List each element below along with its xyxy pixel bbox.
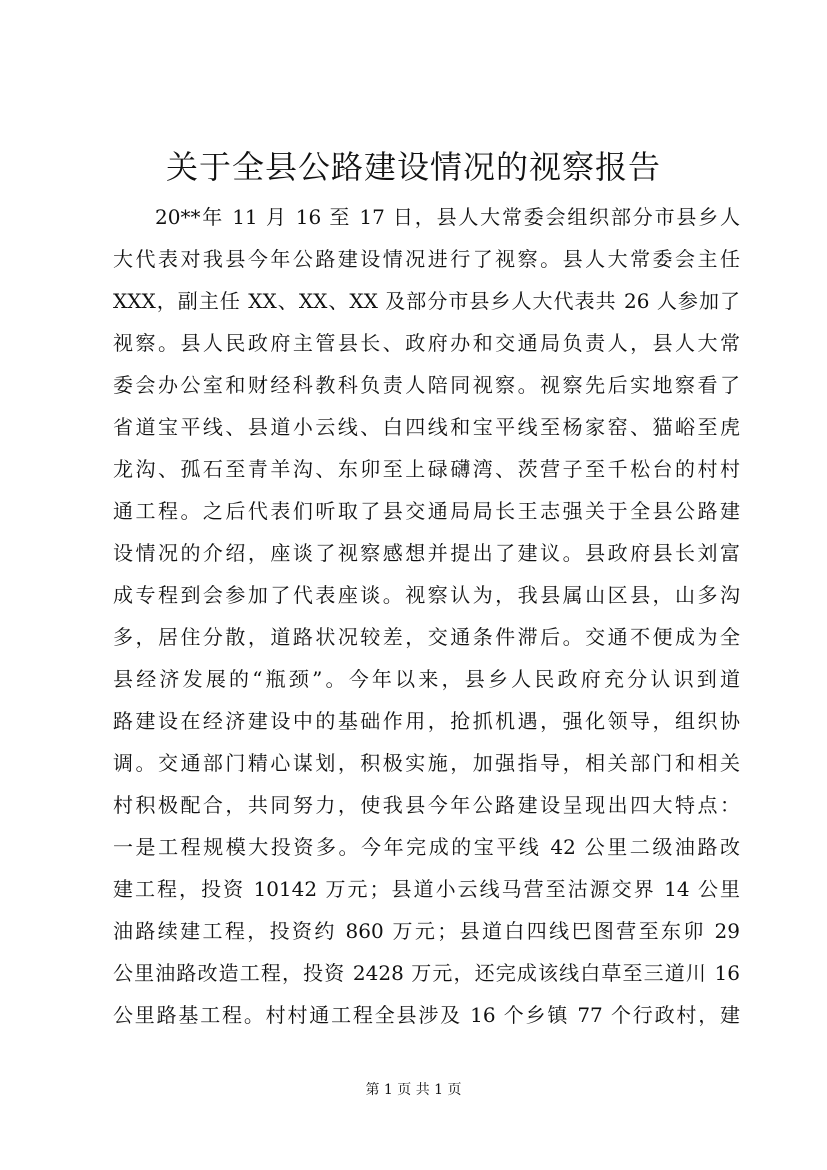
body-line: 通工程。之后代表们听取了县交通局局长王志强关于全县公路建 [113,499,740,523]
body-line: 20**年 11 月 16 至 17 日，县人大常委会组织部分市县乡人 [155,205,740,229]
body-line: 村积极配合，共同努力，使我县今年公路建设呈现出四大特点： [113,793,740,817]
body-line: 油路续建工程，投资约 860 万元；县道白四线巴图营至东卯 29 [113,919,740,943]
body-line: 龙沟、孤石至青羊沟、东卯至上碌礴湾、茨营子至千松台的村村 [113,457,740,481]
document-body [113,196,740,1036]
body-line: 公里路基工程。村村通工程全县涉及 16 个乡镇 77 个行政村，建 [113,1003,740,1027]
body-line: 成专程到会参加了代表座谈。视察认为，我县属山区县，山多沟 [113,583,740,607]
body-line: 一是工程规模大投资多。今年完成的宝平线 42 公里二级油路改 [113,835,740,859]
body-line: 设情况的介绍，座谈了视察感想并提出了建议。县政府县长刘富 [113,541,740,565]
page-number: 第 1 页 共 1 页 [365,1082,462,1098]
body-line: 县经济发展的“瓶颈”。今年以来，县乡人民政府充分认识到道 [113,667,740,691]
body-line: 多，居住分散，道路状况较差，交通条件滞后。交通不便成为全 [113,625,740,649]
body-line: XXX，副主任 XX、XX、XX 及部分市县乡人大代表共 26 人参加了 [113,289,740,313]
body-line: 调。交通部门精心谋划，积极实施，加强指导，相关部门和相关 [113,751,740,775]
document-title: 关于全县公路建设情况的视察报告 [165,148,661,186]
body-line: 公里油路改造工程，投资 2428 万元，还完成该线白草至三道川 16 [113,961,740,985]
body-line: 建工程，投资 10142 万元；县道小云线马营至沽源交界 14 公里 [113,877,740,901]
body-line: 委会办公室和财经科教科负责人陪同视察。视察先后实地察看了 [113,373,740,397]
body-line: 路建设在经济建设中的基础作用，抢抓机遇，强化领导，组织协 [113,709,740,733]
body-line: 省道宝平线、县道小云线、白四线和宝平线至杨家窑、猫峪至虎 [113,415,740,439]
body-line: 视察。县人民政府主管县长、政府办和交通局负责人，县人大常 [113,331,740,355]
body-line: 大代表对我县今年公路建设情况进行了视察。县人大常委会主任 [113,247,740,271]
